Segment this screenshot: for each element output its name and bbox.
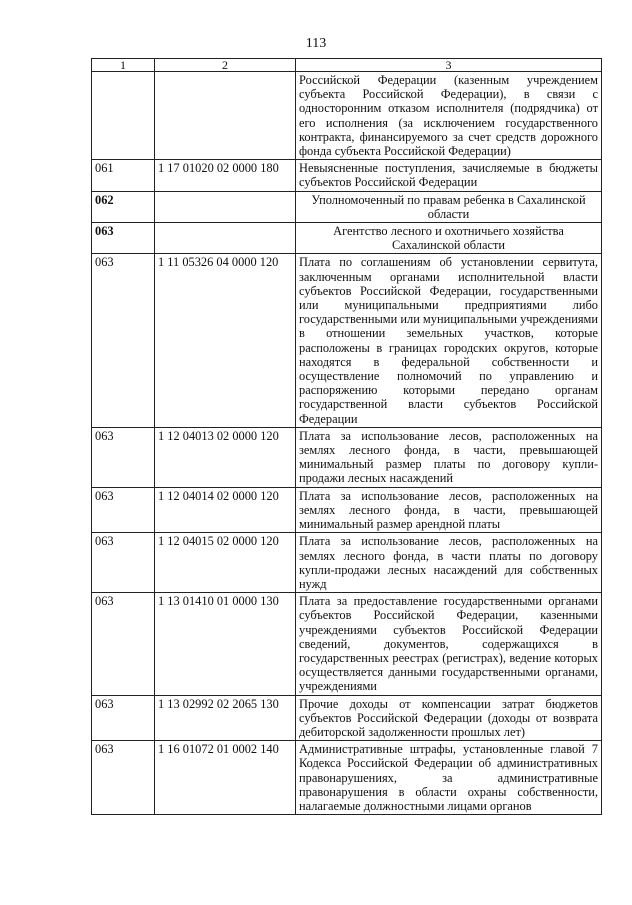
table-row	[92, 72, 602, 160]
description-cell: Российской Федерации (казенным учреждением субъекта Российской Федерации), в связи с односторонним отказом исполнителя (подрядчика) от его исполнения (за исключением государственного контракта, финансируемого за счет средств дорожного фонда субъекта Российской Федерации)	[296, 72, 602, 160]
description-cell: Плата за использование лесов, расположенных на землях лесного фонда, в части, превышающей минимальный размер платы по договору купли-продажи лесных насаждений	[296, 427, 602, 487]
admin-code-cell: 063	[92, 254, 155, 427]
table-heading-row	[92, 223, 602, 254]
description-cell: Прочие доходы от компенсации затрат бюджетов субъектов Российской Федерации (доходы от возврата дебиторской задолженности прошлых лет)	[296, 695, 602, 741]
table-row	[92, 741, 602, 815]
description-cell: Плата за предоставление государственными органами субъектов Российской Федерации, казенными учреждениями субъектов Российской Федерации сведений, документов, содержащихся в государственных реестрах (регистрах), ведение которых осуществляется данными государственными органами, учреждениями	[296, 593, 602, 695]
table-row	[92, 593, 602, 695]
revenue-code-cell: 1 12 04015 02 0000 120	[155, 533, 296, 593]
column-header-1: 1	[92, 59, 155, 72]
admin-code-cell: 061	[92, 160, 155, 191]
table-heading-row	[92, 191, 602, 222]
revenue-code-cell: 1 12 04014 02 0000 120	[155, 487, 296, 533]
admin-code-cell: 063	[92, 741, 155, 815]
revenue-code-cell: 1 13 01410 01 0000 130	[155, 593, 296, 695]
table-row	[92, 695, 602, 741]
admin-code-cell	[92, 72, 155, 160]
admin-code-cell: 063	[92, 695, 155, 741]
page-number: 113	[305, 36, 327, 51]
column-header-3: 3	[296, 59, 602, 72]
admin-code-cell: 063	[92, 593, 155, 695]
revenue-code-cell: 1 12 04013 02 0000 120	[155, 427, 296, 487]
description-cell: Плата за использование лесов, расположенных на землях лесного фонда, в части, превышающей минимальный размер арендной платы	[296, 487, 602, 533]
table-row	[92, 427, 602, 487]
table-row	[92, 254, 602, 427]
admin-code-cell: 063	[92, 487, 155, 533]
table-header-row	[92, 59, 602, 72]
description-cell: Административные штрафы, установленные главой 7 Кодекса Российской Федерации об административных правонарушениях, за административные правонарушения в области охраны собственности, налагаемые должностными лицами органов	[296, 741, 602, 815]
table-row	[92, 533, 602, 593]
revenue-code-cell	[155, 72, 296, 160]
revenue-code-cell: 1 17 01020 02 0000 180	[155, 160, 296, 191]
table-row	[92, 160, 602, 191]
table-body	[92, 72, 602, 815]
agency-heading-cell: Уполномоченный по правам ребенка в Сахалинской области	[296, 191, 602, 222]
revenue-code-cell: 1 16 01072 01 0002 140	[155, 741, 296, 815]
revenue-classification-table	[91, 58, 602, 815]
admin-code-cell: 062	[92, 191, 155, 222]
agency-heading-cell: Агентство лесного и охотничьего хозяйства Сахалинской области	[296, 223, 602, 254]
revenue-code-cell	[155, 223, 296, 254]
admin-code-cell: 063	[92, 223, 155, 254]
admin-code-cell: 063	[92, 533, 155, 593]
revenue-code-cell: 1 11 05326 04 0000 120	[155, 254, 296, 427]
description-cell: Плата за использование лесов, расположенных на землях лесного фонда, в части платы по договору купли-продажи лесных насаждений для собственных нужд	[296, 533, 602, 593]
admin-code-cell: 063	[92, 427, 155, 487]
column-header-2: 2	[155, 59, 296, 72]
revenue-code-cell	[155, 191, 296, 222]
description-cell: Плата по соглашениям об установлении сервитута, заключенным органами исполнительной власти субъектов Российской Федерации, государственными или муниципальными предприятиями либо государственными или муниципальными учреждениями в отношении земельных участков, которые расположены в границах городских округов, которые находятся в федеральной собственности и осуществление полномочий по управлению и распоряжению которыми передано органам государственной власти субъектов Российской Федерации	[296, 254, 602, 427]
description-cell: Невыясненные поступления, зачисляемые в бюджеты субъектов Российской Федерации	[296, 160, 602, 191]
revenue-code-cell: 1 13 02992 02 2065 130	[155, 695, 296, 741]
table-row	[92, 487, 602, 533]
